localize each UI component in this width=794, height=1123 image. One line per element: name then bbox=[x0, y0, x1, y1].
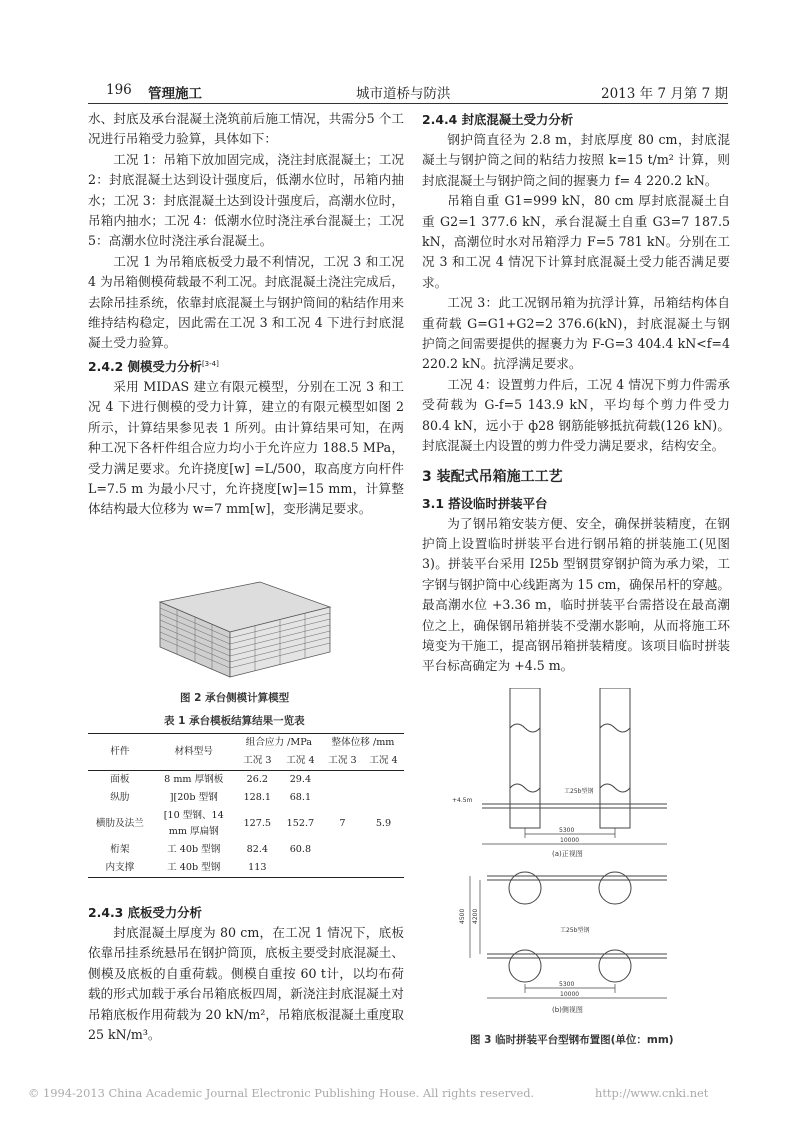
table-1 bbox=[88, 733, 404, 878]
table-header: 工况 4 bbox=[286, 755, 315, 766]
table-header: 整体位移 /mm bbox=[331, 737, 395, 748]
figure-2-cofferdam-model bbox=[150, 572, 340, 682]
copyright-footer: © 1994-2013 China Academic Journal Electronic Publishing House. All rights reserved. bbox=[28, 1086, 535, 1100]
paragraph: 工况 4：设置剪力件后，工况 4 情况下剪力件需承受荷载为 G-f=5 143.9 kN，平均每个剪力件受力 80.4 kN，远小于 ф28 钢筋能够抵抗荷载(126 kN)。封底混凝土内设置的剪力件受力满足要求，结构安全。 bbox=[422, 376, 730, 454]
dimension-label: 4500 bbox=[459, 908, 466, 924]
table-row: 内支撑 工 40b 型钢 113 bbox=[88, 859, 404, 878]
paragraph: 封底混凝土厚度为 80 cm，在工况 1 情况下，底板依靠吊挂系统悬吊在钢护筒顶，底板主要受封底混凝土、侧模及底板的自重荷载。侧模自重按 60 t计，以均布荷载的形式加载于承台吊箱底板四周，新浇注封底混凝土对吊箱底板作用荷载为 20 kN/m²，吊箱底板混凝土重度取 25 kN/m³。 bbox=[88, 925, 404, 1043]
subfigure-label: (a)正视图 bbox=[552, 850, 583, 858]
section-heading-2-4-3: 2.4.3 底板受力分析 bbox=[88, 905, 202, 920]
running-header bbox=[88, 80, 728, 102]
paragraph: 水、封底及承台混凝土浇筑前后施工情况，共需分5 个工况进行吊箱受力验算，具体如下： bbox=[88, 111, 404, 147]
paragraph: 钢护筒直径为 2.8 m，封底厚度 80 cm，封底混凝土与钢护筒之间的粘结力按照 k=15 t/m² 计算，则封底混凝土与钢护筒之间的握裹力 f= 4 220.2 kN。 bbox=[422, 132, 730, 188]
section-heading-2-4-4: 2.4.4 封底混凝土受力分析 bbox=[422, 112, 574, 127]
table-row: 横肋及法兰 [10 型钢、14 mm 厚扁钢 127.5 152.7 7 5.9 bbox=[95, 810, 392, 837]
dimension-label: 5300 bbox=[559, 827, 575, 834]
figure-2-caption: 图 2 承台侧模计算模型 bbox=[180, 692, 290, 704]
right-column bbox=[422, 109, 730, 677]
table-row: 面板 8 mm 厚钢板 26.2 29.4 bbox=[110, 774, 312, 785]
page-number: 196 bbox=[106, 82, 132, 98]
subfigure-label: (b)侧视图 bbox=[552, 1006, 583, 1014]
paragraph: 工况 3：此工况钢吊箱为抗浮计算，吊箱结构体自重荷载 G=G1+G2=2 376.6(kN)，封底混凝土与钢护筒之间需要提供的握裹力为 F-G=3 404.4 kN<f=4 220.2 kN。抗浮满足要求。 bbox=[422, 295, 730, 372]
paragraph: 工况 1 为吊箱底板受力最不利情况，工况 3 和工况 4 为吊箱侧模荷载最不利工况。封底混凝土浇注完成后，去除吊挂系统，依靠封底混凝土与钢护筒间的粘结作用来维持结构稳定，因此需在工况 3 和工况 4 下进行封底混凝土受力验算。 bbox=[88, 253, 404, 351]
table-row: 桁架 工 40b 型钢 82.4 60.8 bbox=[110, 844, 312, 855]
table-header: 材料型号 bbox=[152, 734, 236, 771]
dimension-label: 5300 bbox=[559, 981, 575, 988]
left-column-bottom bbox=[88, 902, 404, 1045]
beam-label: 工25b型钢 bbox=[564, 788, 594, 795]
section-heading-3: 3 装配式吊箱施工工艺 bbox=[422, 468, 563, 485]
table-header: 组合应力 /MPa bbox=[245, 737, 312, 748]
journal-name: 城市道桥与防洪 bbox=[356, 86, 451, 102]
table-header: 工况 3 bbox=[243, 755, 272, 766]
level-label: +4.5m bbox=[452, 797, 473, 804]
dimension-label: 10000 bbox=[560, 837, 580, 844]
table-header: 工况 3 bbox=[328, 755, 357, 766]
table-row: 纵肋 ][20b 型钢 128.1 68.1 bbox=[110, 792, 312, 803]
figure-3-platform-layout bbox=[452, 688, 702, 1024]
citation-ref: [3-4] bbox=[201, 359, 219, 368]
table-header: 工况 4 bbox=[369, 755, 398, 766]
dimension-label: 10000 bbox=[560, 991, 580, 998]
left-column bbox=[88, 109, 404, 520]
paragraph: 采用 MIDAS 建立有限元模型，分别在工况 3 和工况 4 下进行侧模的受力计算，建立的有限元模型如图 2 所示，计算结果参见表 1 所列。由计算结果可知，在两种工况下各杆件组合应力均小于允许应力 188.5 MPa，受力满足要求。允许挠度[w] =L/500，取高度方向杆件 L=7.5 m 为最小尺寸，允许挠度[w]=15 mm，计算整体结构最大位移为 w=7 mm[w]，变形满足要求。 bbox=[88, 379, 404, 517]
table-1-caption: 表 1 承台模板结算结果一览表 bbox=[164, 715, 305, 727]
paragraph: 工况 1：吊箱下放加固完成，浇注封底混凝土；工况 2：封底混凝土达到设计强度后，低潮水位时，吊箱内抽水；工况 3：封底混凝土达到设计强度后，高潮水位时，吊箱内抽水；工况 4：低潮水位时浇注承台混凝土；工况 5：高潮水位时浇注承台混凝土。 bbox=[88, 151, 404, 249]
paragraph: 为了钢吊箱安装方便、安全，确保拼装精度，在钢护筒上设置临时拼装平台进行钢吊箱的拼装施工(见图 3)。拼装平台采用 I25b 型钢贯穿钢护筒为承力梁，工字钢与钢护筒中心线距离为 15 cm，确保吊杆的穿越。最高潮水位 +3.36 m，临时拼装平台需搭设在最高潮位之上，确保钢吊箱拼装不受潮水影响，从而将施工环境变为干施工，提高钢吊箱拼装精度。该项目临时拼装平台标高确定为 +4.5 m。 bbox=[422, 515, 730, 674]
figure-3-caption: 图 3 临时拼装平台型钢布置图(单位：mm) bbox=[470, 1034, 674, 1046]
table-header: 杆件 bbox=[88, 734, 152, 771]
paragraph: 吊箱自重 G1=999 kN，80 cm 厚封底混凝土自重 G2=1 377.6 kN，承台混凝土自重 G3=7 187.5 kN，高潮位时水对吊箱浮力 F=5 781 kN。分别在工况 3 和工况 4 情况下计算封底混凝土受力能否满足要求。 bbox=[422, 193, 730, 290]
issue-info: 2013 年 7 月第 7 期 bbox=[601, 86, 728, 102]
cnki-url: http://www.cnki.net bbox=[595, 1086, 709, 1100]
section-heading-3-1: 3.1 搭设临时拼装平台 bbox=[422, 495, 548, 511]
header-rule bbox=[88, 103, 728, 104]
beam-label: 工25b型钢 bbox=[560, 927, 590, 934]
column-name: 管理施工 bbox=[148, 86, 202, 102]
section-heading-2-4-2: 2.4.2 侧模受力分析[3-4] bbox=[88, 359, 219, 374]
dimension-label: 4200 bbox=[472, 908, 479, 924]
